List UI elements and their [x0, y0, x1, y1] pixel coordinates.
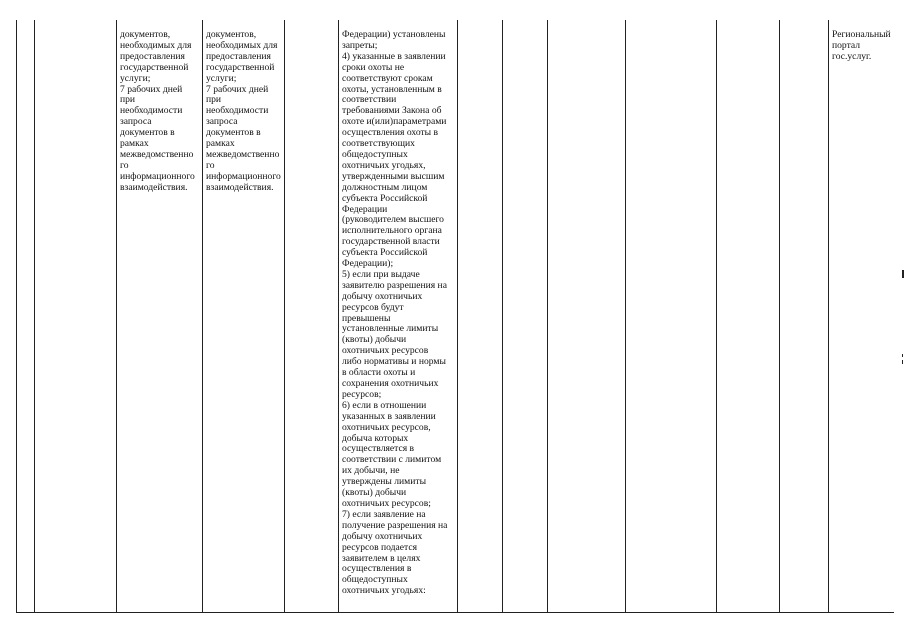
- table-cell-col4: документов, необходимых для предоставления государственной услуги; 7 рабочих дней при необходимости запроса документов в рамках межведомственно го информационного взаимодействия.: [203, 20, 285, 612]
- scan-edge-mark: [902, 360, 903, 364]
- table-cell-col2: [35, 20, 117, 612]
- table-cell-col8: [503, 20, 548, 612]
- table-cell-col9: [548, 20, 626, 612]
- table-cell-col11: [717, 20, 780, 612]
- table-row: [17, 20, 894, 612]
- table-cell-col7: [458, 20, 503, 612]
- table-cell-col3: документов, необходимых для предоставления государственной услуги; 7 рабочих дней при необходимости запроса документов в рамках межведомственно го информационного взаимодействия.: [117, 20, 203, 612]
- table-cell-col12: [780, 20, 829, 612]
- table-cell-col13: Региональный портал гос.услуг.: [829, 20, 894, 612]
- table-cell-col1: [17, 20, 35, 612]
- table-cell-col10: [626, 20, 717, 612]
- services-table: [16, 20, 894, 613]
- scan-edge-mark: [902, 354, 903, 357]
- table-cell-col6: Федерации) установлены запреты; 4) указанные в заявлении сроки охоты не соответствуют срокам охоты, установленным в соответствии требованиями Закона об охоте и(или)параметрами осуществления охоты в соответствующих общедоступных охотничьих угодьях, утвержденными высшим должностным лицом субъекта Российской Федерации (руководителем высшего исполнительного органа государственной власти субъекта Российской Федерации); 5) если при выдаче заявителю разрешения на добычу охотничьих ресурсов будут превышены установленные лимиты (квоты) добычи охотничьих ресурсов либо нормативы и нормы в области охоты и сохранения охотничьих ресурсов; 6) если в отношении указанных в заявлении охотничьих ресурсов, добыча которых осуществляется в соответствии с лимитом их добычи, не утверждены лимиты (квоты) добычи охотничьих ресурсов; 7) если заявление на получение разрешения на добычу охотничьих ресурсов подается заявителем в целях осуществления в общедоступных охотничьих угодьях:: [339, 20, 458, 612]
- scan-edge-mark: [902, 270, 904, 278]
- table-cell-col5: [285, 20, 339, 612]
